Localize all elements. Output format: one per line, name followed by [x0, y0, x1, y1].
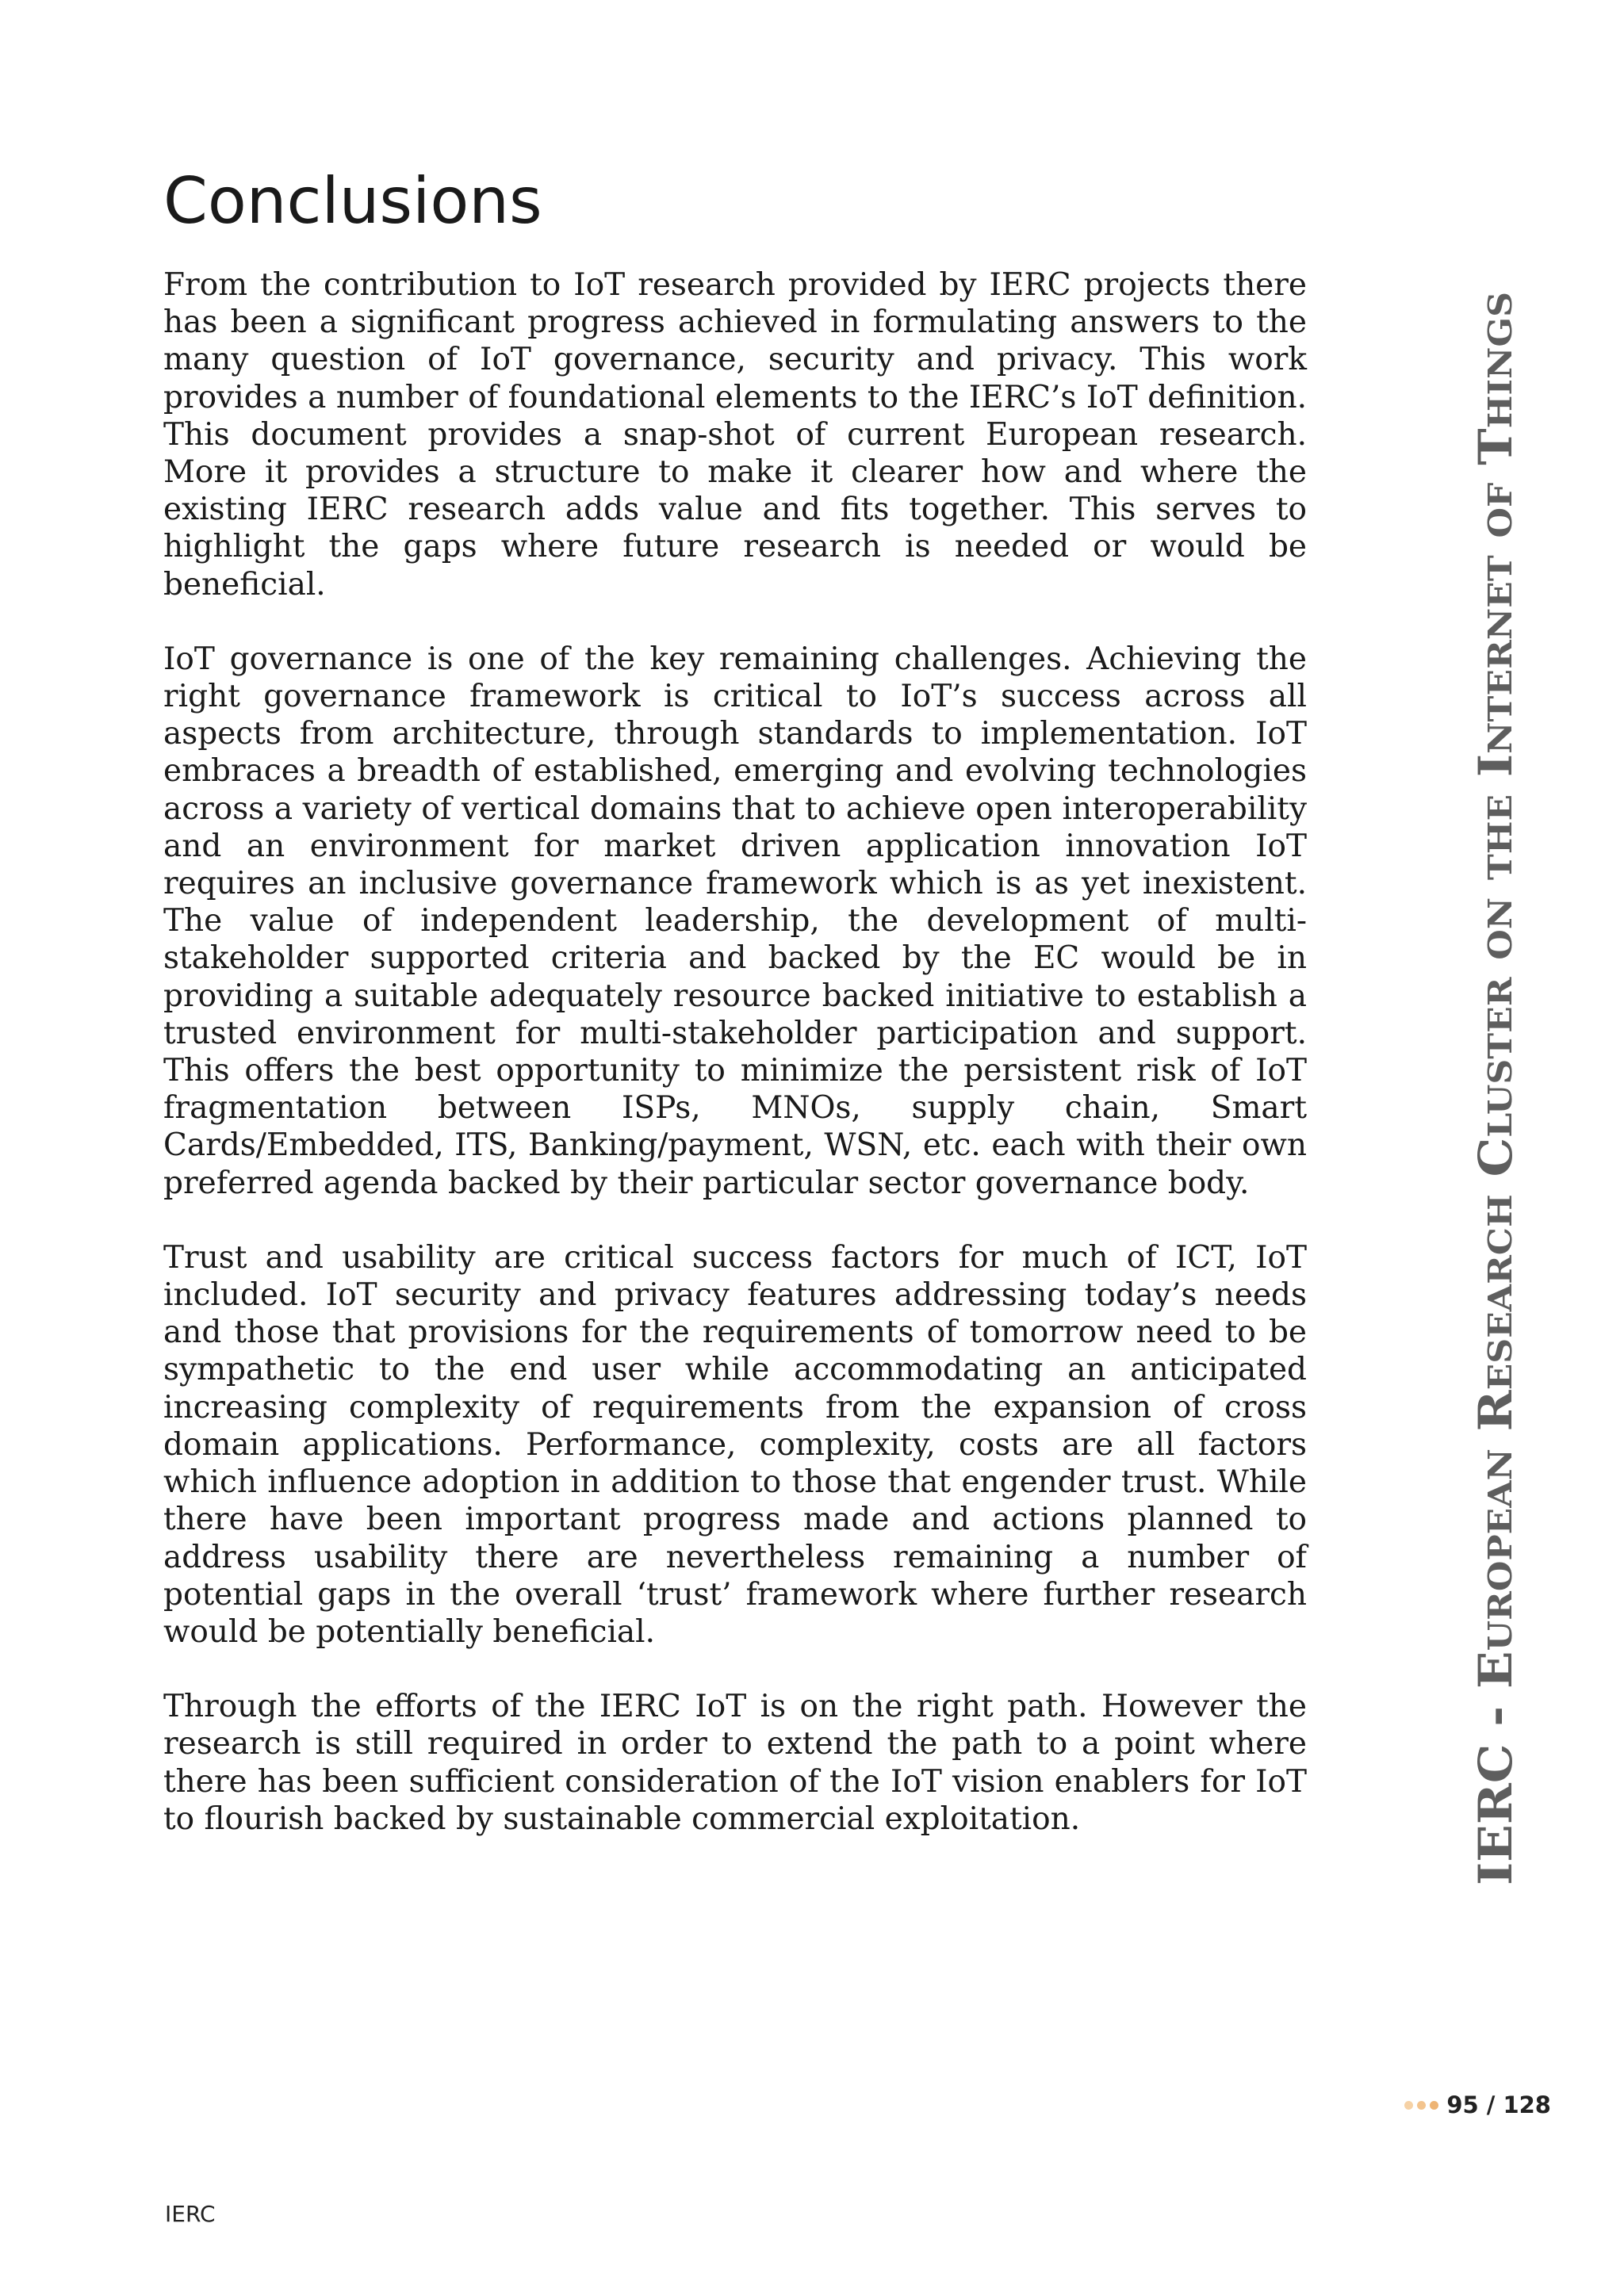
page-number — [1404, 2091, 1551, 2118]
paragraph-4: Through the efforts of the IERC IoT is on the right path. However the research is still required in order to extend the path to a point where there has been sufficient consideration of the IoT vision enablers for IoT to flourish backed by sustainable commercial exploitation. — [163, 1689, 1307, 1837]
dot-1 — [1404, 2101, 1413, 2110]
paragraph-2: IoT governance is one of the key remaining challenges. Achieving the right governance framework is critical to IoT’s success across all aspects from architecture, through standards to implementation. IoT embraces a breadth of established, emerging and evolving technologies across a variety of vertical domains that to achieve open interoperability and an environment for market driven application innovation IoT requires an inclusive governance framework which is as yet inexistent. The value of independent leadership, the development of multi-stakeholder supported criteria and backed by the EC would be in providing a suitable adequately resource backed initiative to establish a trusted environment for multi-stakeholder participation and support. This offers the best opportunity to minimize the persistent risk of IoT fragmentation between ISPs, MNOs, supply chain, Smart Cards/Embedded, ITS, Banking/payment, WSN, etc. each with their own preferred agenda backed by their particular sector governance body. — [163, 641, 1307, 1201]
page-number-text: 95 / 128 — [1446, 2091, 1551, 2118]
side-banner-graphic — [1469, 292, 1522, 1885]
body-text — [163, 266, 1307, 1875]
page-title: Conclusions — [163, 164, 542, 238]
footer-label: IERC — [165, 2201, 216, 2227]
dot-3 — [1430, 2101, 1438, 2110]
dots-icon — [1404, 2101, 1438, 2110]
dot-2 — [1417, 2101, 1426, 2110]
paragraph-3: Trust and usability are critical success factors for much of ICT, IoT included. IoT security and privacy features addressing today’s needs and those that provisions for the requirements of tomorrow need to be sympathetic to the end user while accommodating an anticipated increasing complexity of requirements from the expansion of cross domain applications. Performance, complexity, costs are all factors which influence adoption in addition to those that engender trust. While there have been important progress made and actions planned to address usability there are nevertheless remaining a number of potential gaps in the overall ‘trust’ framework where further research would be potentially beneficial. — [163, 1239, 1307, 1650]
side-banner-text: IERC - European Research Cluster on the Internet of Things — [1469, 406, 1522, 1885]
side-banner — [1469, 292, 1522, 1885]
paragraph-1: From the contribution to IoT research provided by IERC projects there has been a significant progress achieved in formulating answers to the many question of IoT governance, security and privacy. This work provides a number of foundational elements to the IERC’s IoT definition. This document provides a snap-shot of current European research. More it provides a structure to make it clearer how and where the existing IERC research adds value and fits together. This serves to highlight the gaps where future research is needed or would be beneficial. — [163, 267, 1307, 603]
